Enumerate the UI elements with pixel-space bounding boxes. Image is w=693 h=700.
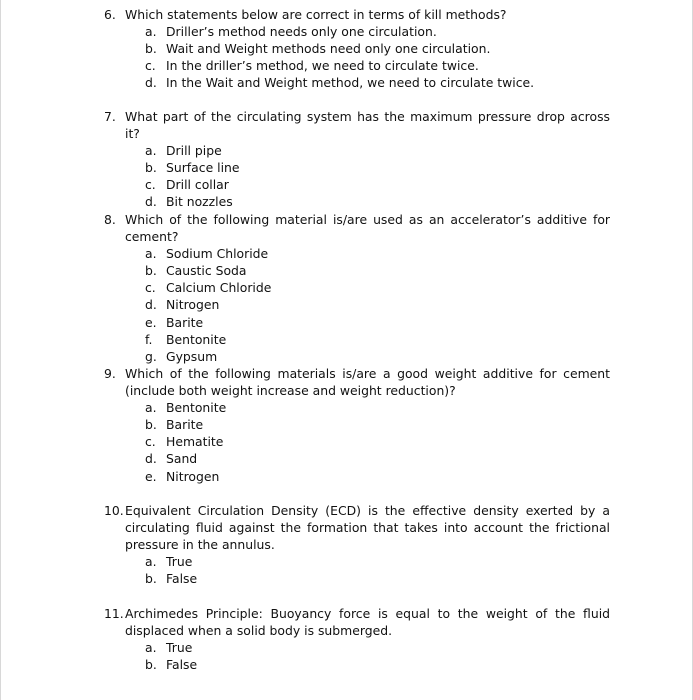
option-letter: a. bbox=[145, 640, 157, 656]
option-item bbox=[145, 639, 610, 656]
option-item bbox=[145, 159, 610, 176]
option-text: Wait and Weight methods need only one circulation. bbox=[166, 41, 491, 57]
options-list bbox=[104, 399, 610, 484]
question-header bbox=[104, 605, 610, 639]
option-text: Caustic Soda bbox=[166, 263, 247, 279]
option-letter: e. bbox=[145, 468, 157, 484]
option-letter: a. bbox=[145, 400, 157, 416]
question-text: Which of the following material is/are used as an accelerator’s additive for cement? bbox=[125, 212, 610, 245]
option-item bbox=[145, 279, 610, 296]
option-item bbox=[145, 245, 610, 262]
option-letter: d. bbox=[145, 297, 157, 313]
question-number: 11. bbox=[104, 606, 124, 621]
option-letter: c. bbox=[145, 58, 156, 74]
option-item bbox=[145, 433, 610, 450]
option-text: Nitrogen bbox=[166, 468, 220, 484]
question-header bbox=[104, 365, 610, 399]
option-text: Drill collar bbox=[166, 177, 229, 193]
option-text: Bentonite bbox=[166, 331, 227, 347]
option-item bbox=[145, 57, 610, 74]
option-text: Drill pipe bbox=[166, 143, 222, 159]
option-item bbox=[145, 331, 610, 348]
question-text: Which of the following materials is/are a good weight additive for cement (include both weight increase and weight reduction)? bbox=[125, 366, 610, 399]
question-header bbox=[104, 502, 610, 553]
option-letter: b. bbox=[145, 657, 157, 673]
option-item bbox=[145, 468, 610, 485]
option-text: True bbox=[166, 554, 193, 570]
option-item bbox=[145, 23, 610, 40]
option-text: Hematite bbox=[166, 434, 224, 450]
option-letter: b. bbox=[145, 571, 157, 587]
options-list bbox=[104, 639, 610, 673]
options-list bbox=[104, 553, 610, 587]
question-number: 8. bbox=[104, 212, 116, 227]
option-text: Calcium Chloride bbox=[166, 280, 272, 296]
options-list bbox=[104, 245, 610, 365]
option-item bbox=[145, 570, 610, 587]
option-text: False bbox=[166, 571, 198, 587]
question-header bbox=[104, 6, 610, 23]
option-letter: e. bbox=[145, 314, 157, 330]
question-6 bbox=[104, 6, 610, 91]
question-text: Equivalent Circulation Density (ECD) is the effective density exerted by a circulating fluid against the formation that takes into account the frictional pressure in the annulus. bbox=[125, 503, 610, 553]
option-letter: c. bbox=[145, 280, 156, 296]
question-number: 6. bbox=[104, 7, 116, 22]
question-text: Archimedes Principle: Buoyancy force is equal to the weight of the fluid displaced when a solid body is submerged. bbox=[125, 606, 610, 639]
question-11 bbox=[104, 605, 610, 673]
option-letter: a. bbox=[145, 143, 157, 159]
question-7 bbox=[104, 108, 610, 211]
option-item bbox=[145, 348, 610, 365]
question-number: 10. bbox=[104, 503, 124, 518]
option-item bbox=[145, 296, 610, 313]
option-letter: a. bbox=[145, 24, 157, 40]
option-letter: b. bbox=[145, 263, 157, 279]
option-text: Driller’s method needs only one circulation. bbox=[166, 24, 437, 40]
option-letter: g. bbox=[145, 348, 157, 364]
question-10 bbox=[104, 502, 610, 587]
option-text: Nitrogen bbox=[166, 297, 220, 313]
option-item bbox=[145, 74, 610, 91]
option-item bbox=[145, 193, 610, 210]
option-letter: a. bbox=[145, 246, 157, 262]
option-item bbox=[145, 40, 610, 57]
option-item bbox=[145, 399, 610, 416]
question-text: Which statements below are correct in terms of kill methods? bbox=[125, 7, 507, 22]
option-item bbox=[145, 656, 610, 673]
option-text: In the Wait and Weight method, we need to circulate twice. bbox=[166, 75, 535, 91]
option-text: Surface line bbox=[166, 160, 240, 176]
option-item bbox=[145, 553, 610, 570]
option-item bbox=[145, 142, 610, 159]
option-item bbox=[145, 314, 610, 331]
page-left-border bbox=[0, 0, 1, 700]
option-letter: b. bbox=[145, 41, 157, 57]
option-letter: d. bbox=[145, 194, 157, 210]
option-text: Sand bbox=[166, 451, 198, 467]
options-list bbox=[104, 23, 610, 91]
option-text: Bit nozzles bbox=[166, 194, 233, 210]
option-text: False bbox=[166, 657, 198, 673]
question-9 bbox=[104, 365, 610, 485]
option-item bbox=[145, 176, 610, 193]
question-header bbox=[104, 108, 610, 142]
option-letter: b. bbox=[145, 417, 157, 433]
option-letter: f. bbox=[145, 331, 153, 347]
options-list bbox=[104, 142, 610, 210]
question-8 bbox=[104, 211, 610, 365]
option-letter: c. bbox=[145, 177, 156, 193]
question-header bbox=[104, 211, 610, 245]
option-text: Sodium Chloride bbox=[166, 246, 269, 262]
option-item bbox=[145, 262, 610, 279]
option-text: Gypsum bbox=[166, 348, 218, 364]
option-letter: d. bbox=[145, 451, 157, 467]
option-text: Barite bbox=[166, 417, 204, 433]
option-text: In the driller’s method, we need to circulate twice. bbox=[166, 58, 479, 74]
option-letter: b. bbox=[145, 160, 157, 176]
question-number: 7. bbox=[104, 109, 116, 124]
option-text: Barite bbox=[166, 314, 204, 330]
question-number: 9. bbox=[104, 366, 116, 381]
option-letter: a. bbox=[145, 554, 157, 570]
option-text: Bentonite bbox=[166, 400, 227, 416]
option-item bbox=[145, 450, 610, 467]
option-letter: d. bbox=[145, 75, 157, 91]
option-item bbox=[145, 416, 610, 433]
option-letter: c. bbox=[145, 434, 156, 450]
question-text: What part of the circulating system has the maximum pressure drop across it? bbox=[125, 109, 610, 142]
option-text: True bbox=[166, 640, 193, 656]
